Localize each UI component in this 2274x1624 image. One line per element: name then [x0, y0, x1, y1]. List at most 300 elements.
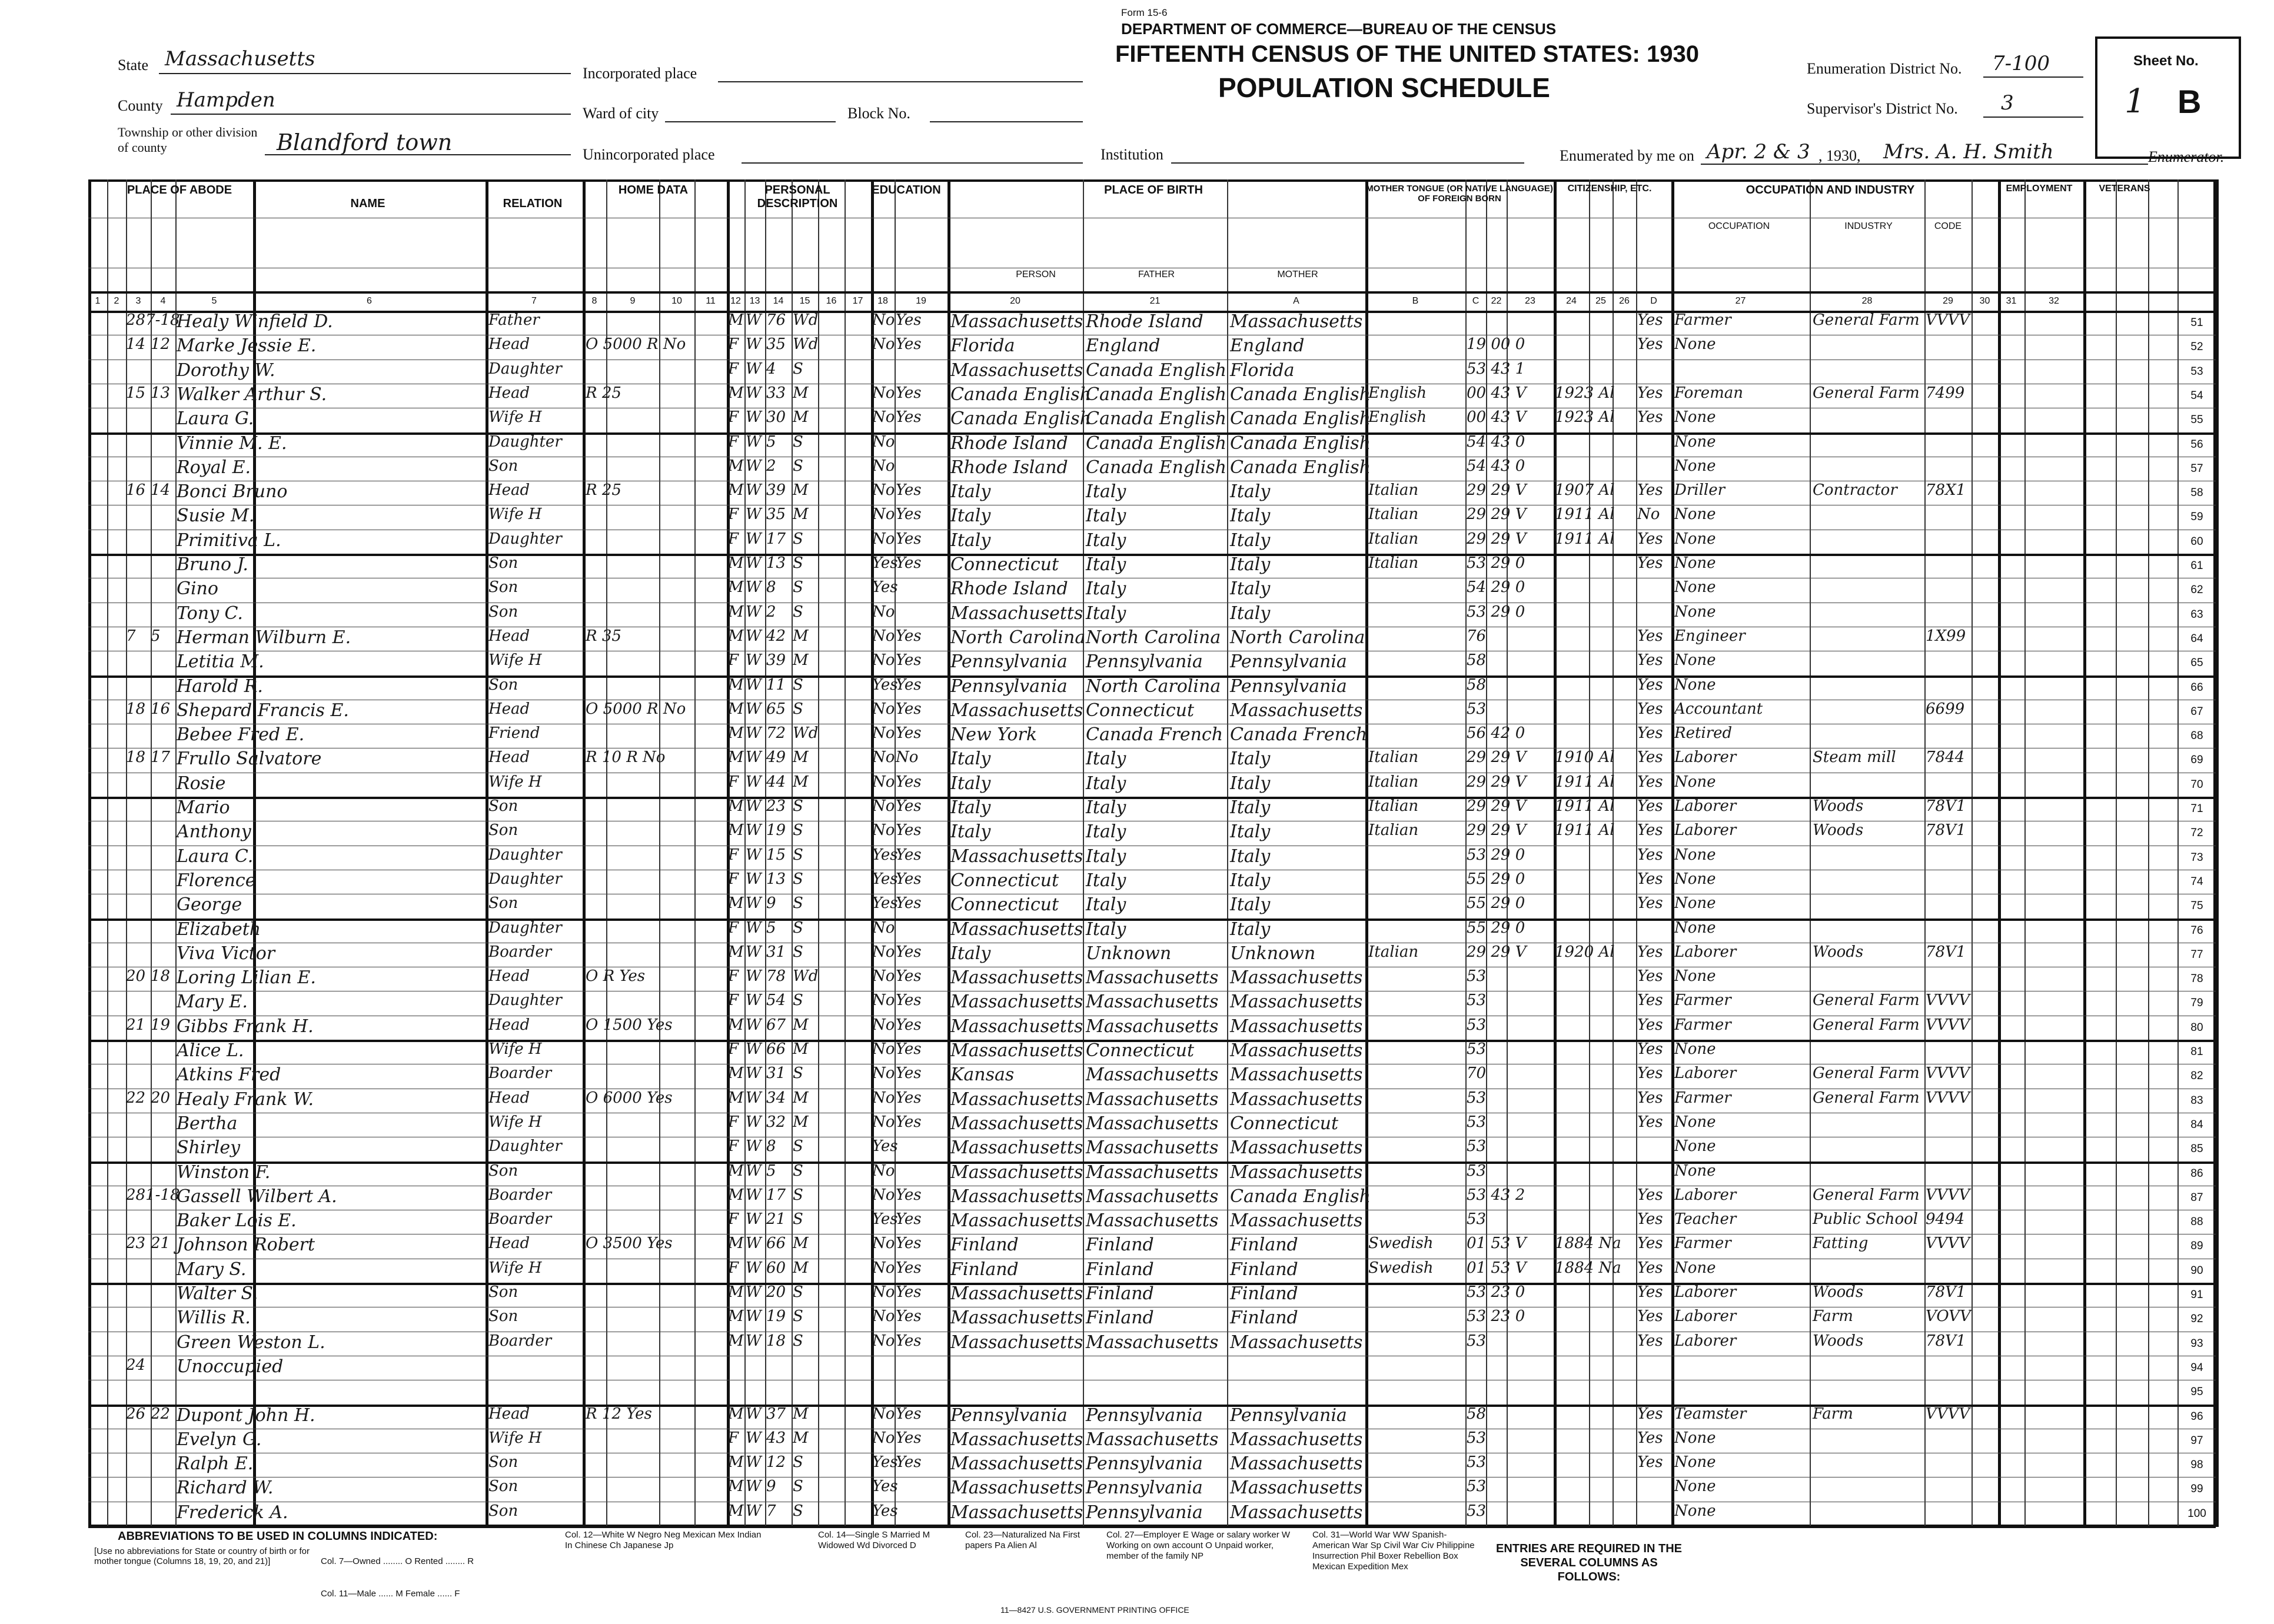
- cell-mar: S: [793, 603, 803, 621]
- cell-eng: Yes: [1637, 1332, 1663, 1350]
- cell-read: Yes: [896, 1064, 922, 1083]
- cell-age: 67: [766, 1016, 786, 1034]
- cell-code: 53: [1467, 1162, 1487, 1180]
- cell-occ: Teamster: [1674, 1405, 1747, 1423]
- cell-code: 01 53 V: [1467, 1234, 1527, 1253]
- cell-rel: Son: [488, 1162, 518, 1180]
- line-number: 57: [2190, 462, 2203, 475]
- cell-mbp: Massachusetts: [1230, 991, 1363, 1013]
- cell-mar: S: [793, 821, 803, 840]
- cell-tongue: English: [1368, 408, 1427, 427]
- cell-age: 21: [766, 1210, 786, 1229]
- cell-mar: M: [793, 408, 809, 427]
- cell-sex: F: [728, 1040, 739, 1058]
- cell-code: 54 43 0: [1467, 432, 1525, 451]
- cell-race: W: [746, 311, 762, 329]
- cell-sch: Yes: [872, 870, 898, 888]
- cell-tongue: Italian: [1368, 554, 1419, 572]
- column-divider: [2116, 179, 2117, 1527]
- cell-sex: F: [728, 773, 739, 791]
- cell-sch: No: [872, 1162, 895, 1180]
- abbrev-col14: Col. 14—Single S Married M Widowed Wd Divorced D: [818, 1530, 930, 1550]
- cell-rel: Son: [488, 1307, 518, 1326]
- column-divider: [659, 179, 660, 1527]
- cell-code: 58: [1467, 675, 1487, 694]
- cell-name: Rosie: [177, 773, 226, 794]
- cell-dw: 24: [126, 1356, 146, 1374]
- cell-read: Yes: [896, 651, 922, 670]
- cell-eng: Yes: [1637, 1210, 1663, 1229]
- cell-sch: No: [872, 1307, 895, 1326]
- cell-bp: Massachusetts: [950, 603, 1083, 624]
- cell-read: Yes: [896, 675, 922, 694]
- cell-mbp: Massachusetts: [1230, 1016, 1363, 1037]
- cell-ind: General Farm: [1813, 311, 1920, 329]
- column-divider: [1613, 179, 1614, 1527]
- line-number: 63: [2190, 608, 2203, 621]
- cell-mar: S: [793, 1502, 803, 1520]
- cell-mbp: Italy: [1230, 773, 1271, 794]
- cell-tongue: Swedish: [1368, 1234, 1434, 1253]
- cell-sex: M: [728, 1405, 744, 1423]
- cell-race: W: [746, 335, 762, 354]
- cell-eng: Yes: [1637, 1234, 1663, 1253]
- group-place-of-birth: PLACE OF BIRTH: [1104, 184, 1203, 197]
- cell-sch: No: [872, 505, 895, 524]
- cell-ocode: VVVV: [1926, 1064, 1970, 1083]
- cell-fbp: Pennsylvania: [1086, 1477, 1203, 1499]
- cell-ind: General Farm: [1813, 1064, 1920, 1083]
- line-number: 61: [2190, 560, 2203, 572]
- cell-occ: None: [1674, 1113, 1716, 1131]
- cell-rel: Head: [488, 335, 530, 354]
- cell-bp: Italy: [950, 821, 991, 843]
- line-number: 91: [2190, 1289, 2203, 1301]
- state-label: State: [118, 56, 148, 74]
- schedule-title: POPULATION SCHEDULE: [1218, 72, 1550, 103]
- cell-code: 70: [1467, 1064, 1487, 1083]
- unincorporated-label: Unincorporated place: [583, 146, 715, 163]
- cell-bp: Massachusetts: [950, 360, 1083, 381]
- column-number: D: [1650, 296, 1657, 306]
- cell-ind: Steam mill: [1813, 748, 1896, 767]
- column-number: 18: [877, 296, 888, 306]
- cell-fbp: Finland: [1086, 1283, 1154, 1304]
- cell-fbp: Massachusetts: [1086, 991, 1219, 1013]
- cell-bp: Massachusetts: [950, 1502, 1083, 1523]
- cell-eng: Yes: [1637, 773, 1663, 791]
- cell-read: Yes: [896, 1089, 922, 1107]
- column-number: A: [1293, 296, 1299, 306]
- cell-ocode: 78X1: [1926, 481, 1966, 500]
- cell-name: Bertha: [177, 1113, 238, 1134]
- cell-bp: Massachusetts: [950, 1307, 1083, 1329]
- entries-title: ENTRIES ARE REQUIRED IN THE SEVERAL COLUMNS AS FOLLOWS:: [1496, 1542, 1682, 1583]
- cell-occ: None: [1674, 870, 1716, 888]
- cell-age: 35: [766, 335, 786, 354]
- cell-mar: M: [793, 1259, 809, 1277]
- cell-cit: 1923 Al: [1555, 408, 1615, 427]
- cell-rel: Son: [488, 821, 518, 840]
- cell-sch: No: [872, 311, 895, 329]
- cell-rel: Wife H: [488, 1040, 542, 1058]
- cell-eng: Yes: [1637, 991, 1663, 1010]
- cell-race: W: [746, 1453, 762, 1472]
- cell-name: Dupont John H.: [177, 1405, 315, 1426]
- township-label: Township or other division of county: [118, 125, 258, 155]
- cell-mbp: Massachusetts: [1230, 1162, 1363, 1183]
- cell-fbp: Italy: [1086, 846, 1126, 867]
- cell-sex: F: [728, 919, 739, 937]
- cell-race: W: [746, 384, 762, 402]
- cell-code: 29 29 V: [1467, 505, 1527, 524]
- cell-read: Yes: [896, 1332, 922, 1350]
- cell-tongue: Italian: [1368, 821, 1419, 840]
- cell-age: 5: [766, 1162, 776, 1180]
- cell-read: Yes: [896, 481, 922, 500]
- cell-fbp: Italy: [1086, 773, 1126, 794]
- cell-sex: F: [728, 530, 739, 548]
- cell-age: 76: [766, 311, 786, 329]
- cell-read: Yes: [896, 554, 922, 572]
- cell-mar: S: [793, 700, 803, 718]
- cell-mbp: North Carolina: [1230, 627, 1365, 648]
- cell-fbp: North Carolina: [1086, 675, 1221, 697]
- cell-age: 9: [766, 1477, 776, 1496]
- cell-race: W: [746, 1113, 762, 1131]
- cell-home: O 5000 R No: [586, 335, 686, 354]
- cell-rel: Wife H: [488, 1429, 542, 1447]
- cell-occ: Teacher: [1674, 1210, 1737, 1229]
- cell-bp: Italy: [950, 530, 991, 551]
- cell-mbp: Unknown: [1230, 943, 1316, 964]
- cell-tongue: English: [1368, 384, 1427, 402]
- cell-rel: Son: [488, 1477, 518, 1496]
- cell-race: W: [746, 773, 762, 791]
- column-number: 19: [916, 296, 926, 306]
- cell-name: Willis R.: [177, 1307, 251, 1329]
- cell-occ: Farmer: [1674, 1016, 1731, 1034]
- column-number: 2: [114, 296, 119, 306]
- cell-age: 43: [766, 1429, 786, 1447]
- cell-name: Johnson Robert: [177, 1234, 315, 1256]
- cell-code: 53 23 0: [1467, 1283, 1525, 1301]
- cell-cit: 1911 Al: [1555, 821, 1615, 840]
- cell-mar: M: [793, 1234, 809, 1253]
- cell-occ: Farmer: [1674, 1234, 1731, 1253]
- column-number: 17: [852, 296, 863, 306]
- cell-sch: No: [872, 991, 895, 1010]
- cell-ocode: VVVV: [1926, 311, 1970, 329]
- cell-ocode: VOVV: [1926, 1307, 1971, 1326]
- enum-district-label: Enumeration District No.: [1807, 60, 1962, 77]
- line-number: 70: [2190, 778, 2203, 791]
- line-number: 80: [2190, 1021, 2203, 1034]
- cell-fbp: Massachusetts: [1086, 1137, 1219, 1159]
- cell-fam: 5: [151, 627, 161, 645]
- cell-rel: Daughter: [488, 846, 562, 864]
- cell-mar: S: [793, 530, 803, 548]
- cell-name: Healy Winfield D.: [177, 311, 333, 332]
- cell-read: Yes: [896, 1113, 922, 1131]
- cell-eng: Yes: [1637, 724, 1663, 743]
- cell-name: George: [177, 894, 242, 916]
- cell-rel: Head: [488, 627, 530, 645]
- cell-read: Yes: [896, 505, 922, 524]
- cell-bp: North Carolina: [950, 627, 1086, 648]
- cell-read: Yes: [896, 797, 922, 815]
- cell-mar: S: [793, 1453, 803, 1472]
- cell-mbp: Finland: [1230, 1283, 1298, 1304]
- column-divider: [2024, 179, 2026, 1527]
- cell-mbp: Canada English: [1230, 408, 1371, 430]
- cell-race: W: [746, 530, 762, 548]
- cell-occ: None: [1674, 408, 1716, 427]
- cell-ind: Woods: [1813, 797, 1864, 815]
- cell-fbp: Massachusetts: [1086, 1064, 1219, 1086]
- column-number: 11: [706, 296, 716, 306]
- cell-code: 29 29 V: [1467, 530, 1527, 548]
- cell-age: 49: [766, 748, 786, 767]
- cell-mar: S: [793, 846, 803, 864]
- cell-mar: M: [793, 748, 809, 767]
- cell-bp: Massachusetts: [950, 991, 1083, 1013]
- cell-rel: Head: [488, 700, 530, 718]
- line-number: 85: [2190, 1143, 2203, 1156]
- cell-tongue: Italian: [1368, 797, 1419, 815]
- cell-tongue: Italian: [1368, 943, 1419, 961]
- cell-eng: Yes: [1637, 1040, 1663, 1058]
- cell-fbp: Canada English: [1086, 457, 1227, 478]
- cell-bp: Massachusetts: [950, 1429, 1083, 1450]
- line-number: 62: [2190, 584, 2203, 597]
- cell-fbp: Massachusetts: [1086, 1162, 1219, 1183]
- cell-tongue: Italian: [1368, 481, 1419, 500]
- cell-code: 55 29 0: [1467, 894, 1525, 913]
- cell-cit: 1884 Na: [1555, 1259, 1621, 1277]
- abbrev-col27: Col. 27—Employer E Wage or salary worker W Working on own account O Unpaid worker, member of the family NP: [1106, 1530, 1291, 1561]
- cell-name: Atkins Fred: [177, 1064, 281, 1086]
- cell-code: 76: [1467, 627, 1487, 645]
- cell-cit: 1911 Al: [1555, 505, 1615, 524]
- cell-code: 53 23 0: [1467, 1307, 1525, 1326]
- cell-cit: 1911 Al: [1555, 773, 1615, 791]
- cell-age: 19: [766, 1307, 786, 1326]
- cell-bp: Connecticut: [950, 894, 1059, 916]
- cell-rel: Son: [488, 457, 518, 475]
- cell-home: R 25: [586, 384, 621, 402]
- cell-age: 17: [766, 1186, 786, 1204]
- cell-code: 53: [1467, 967, 1487, 986]
- cell-fbp: Canada English: [1086, 432, 1227, 454]
- line-number: 83: [2190, 1094, 2203, 1107]
- cell-rel: Daughter: [488, 991, 562, 1010]
- cell-mbp: Florida: [1230, 360, 1295, 381]
- cell-code: 53: [1467, 1453, 1487, 1472]
- cell-read: No: [896, 748, 919, 767]
- cell-sex: M: [728, 1186, 744, 1204]
- enumerator-label: Enumerator.: [2148, 148, 2225, 165]
- cell-rel: Daughter: [488, 530, 562, 548]
- abbrev-note: [Use no abbreviations for State or country of birth or for mother tongue (Columns 18, 19, 20, and 21)]: [94, 1546, 310, 1566]
- cell-code: 53: [1467, 1429, 1487, 1447]
- cell-eng: Yes: [1637, 1453, 1663, 1472]
- cell-sex: M: [728, 1332, 744, 1350]
- cell-sex: F: [728, 991, 739, 1010]
- cell-race: W: [746, 991, 762, 1010]
- cell-name: Shirley: [177, 1137, 241, 1159]
- head-father: FATHER: [1138, 269, 1175, 279]
- column-divider: [2216, 179, 2219, 1527]
- cell-rel: Son: [488, 1283, 518, 1301]
- line-number: 64: [2190, 632, 2203, 645]
- cell-race: W: [746, 505, 762, 524]
- cell-mbp: Canada English: [1230, 1186, 1371, 1207]
- cell-mar: S: [793, 1210, 803, 1229]
- cell-race: W: [746, 1405, 762, 1423]
- cell-bp: Massachusetts: [950, 919, 1083, 940]
- cell-sex: M: [728, 821, 744, 840]
- cell-age: 54: [766, 991, 786, 1010]
- cell-name: Tony C.: [177, 603, 243, 624]
- cell-race: W: [746, 1259, 762, 1277]
- cell-name: Frullo Salvatore: [177, 748, 322, 770]
- line-number: 99: [2190, 1483, 2203, 1496]
- head-person: PERSON: [1016, 269, 1056, 279]
- cell-sch: No: [872, 1186, 895, 1204]
- cell-name: Richard W.: [177, 1477, 274, 1499]
- group-veterans: VETERANS: [2099, 184, 2150, 194]
- cell-eng: Yes: [1637, 530, 1663, 548]
- cell-code: 53: [1467, 1089, 1487, 1107]
- cell-mbp: Finland: [1230, 1259, 1298, 1280]
- cell-read: Yes: [896, 1429, 922, 1447]
- cell-home: R 10 R No: [586, 748, 666, 767]
- cell-bp: Connecticut: [950, 554, 1059, 575]
- abbrev-col23: Col. 23—Naturalized Na First papers Pa Alien Al: [965, 1530, 1081, 1550]
- cell-age: 65: [766, 700, 786, 718]
- cell-code: 58: [1467, 651, 1487, 670]
- cell-mar: M: [793, 505, 809, 524]
- cell-race: W: [746, 481, 762, 500]
- enumerated-date: Apr. 2 & 3: [1707, 140, 1810, 164]
- cell-age: 31: [766, 1064, 786, 1083]
- cell-occ: None: [1674, 530, 1716, 548]
- cell-code: 53: [1467, 991, 1487, 1010]
- cell-rel: Son: [488, 554, 518, 572]
- cell-mbp: Italy: [1230, 748, 1271, 770]
- column-number: 30: [1979, 296, 1990, 306]
- cell-sch: No: [872, 1234, 895, 1253]
- cell-occ: None: [1674, 457, 1716, 475]
- cell-bp: Finland: [950, 1259, 1019, 1280]
- cell-mar: S: [793, 1162, 803, 1180]
- cell-ocode: VVVV: [1926, 1016, 1970, 1034]
- cell-bp: Massachusetts: [950, 1113, 1083, 1134]
- cell-occ: Laborer: [1674, 821, 1737, 840]
- cell-sex: F: [728, 967, 739, 986]
- cell-dw: 15: [126, 384, 146, 402]
- cell-mar: Wd: [793, 335, 819, 354]
- cell-eng: Yes: [1637, 651, 1663, 670]
- column-divider: [1810, 179, 1811, 1527]
- cell-eng: Yes: [1637, 627, 1663, 645]
- line-number: 72: [2190, 827, 2203, 840]
- cell-name: Ralph E.: [177, 1453, 254, 1475]
- cell-age: 39: [766, 651, 786, 670]
- cell-rel: Son: [488, 578, 518, 597]
- department-label: DEPARTMENT OF COMMERCE—BUREAU OF THE CENSUS: [1121, 20, 1557, 38]
- cell-mbp: Italy: [1230, 578, 1271, 600]
- cell-mar: M: [793, 1429, 809, 1447]
- cell-fbp: Massachusetts: [1086, 967, 1219, 989]
- cell-race: W: [746, 1137, 762, 1156]
- line-number: 67: [2190, 705, 2203, 718]
- line-number: 58: [2190, 487, 2203, 500]
- cell-read: Yes: [896, 530, 922, 548]
- cell-mbp: Canada French: [1230, 724, 1368, 746]
- cell-mbp: Italy: [1230, 870, 1271, 891]
- cell-occ: Laborer: [1674, 1332, 1737, 1350]
- cell-sex: M: [728, 554, 744, 572]
- cell-sex: M: [728, 578, 744, 597]
- cell-rel: Daughter: [488, 432, 562, 451]
- cell-age: 37: [766, 1405, 786, 1423]
- cell-occ: Farmer: [1674, 311, 1731, 329]
- cell-ocode: 1X99: [1926, 627, 1966, 645]
- cell-code: 53 29 0: [1467, 554, 1525, 572]
- abbrev-col11: Col. 11—Male ...... M Female ...... F: [321, 1589, 460, 1599]
- cell-age: 9: [766, 894, 776, 913]
- cell-dw: 22: [126, 1089, 146, 1107]
- column-divider: [2148, 179, 2149, 1527]
- column-divider: [1365, 179, 1368, 1527]
- cell-sch: No: [872, 1064, 895, 1083]
- cell-fbp: Pennsylvania: [1086, 1502, 1203, 1523]
- column-divider: [606, 179, 607, 1527]
- cell-bp: New York: [950, 724, 1037, 746]
- cell-mbp: Canada English: [1230, 432, 1371, 454]
- cell-name: Letitia M.: [177, 651, 264, 673]
- cell-occ: Foreman: [1674, 384, 1743, 402]
- group-citizenship: CITIZENSHIP, ETC.: [1567, 184, 1652, 194]
- head-industry: INDUSTRY: [1844, 221, 1893, 231]
- cell-occ: None: [1674, 773, 1716, 791]
- cell-name: Shepard Francis E.: [177, 700, 349, 721]
- cell-read: Yes: [896, 627, 922, 645]
- cell-occ: None: [1674, 603, 1716, 621]
- cell-rel: Son: [488, 1453, 518, 1472]
- cell-mar: S: [793, 870, 803, 888]
- cell-age: 7: [766, 1502, 776, 1520]
- cell-sch: No: [872, 530, 895, 548]
- line-number: 77: [2190, 948, 2203, 961]
- cell-ind: Public School: [1813, 1210, 1919, 1229]
- cell-read: Yes: [896, 700, 922, 718]
- cell-eng: Yes: [1637, 1064, 1663, 1083]
- cell-fbp: Pennsylvania: [1086, 1405, 1203, 1426]
- cell-dw: 16: [126, 481, 146, 500]
- cell-dw: 281-18: [126, 1186, 180, 1204]
- column-divider: [694, 179, 696, 1527]
- cell-race: W: [746, 457, 762, 475]
- cell-eng: Yes: [1637, 1186, 1663, 1204]
- cell-ocode: 7844: [1926, 748, 1965, 767]
- cell-name: Walker Arthur S.: [177, 384, 327, 405]
- cell-sch: No: [872, 748, 895, 767]
- cell-sch: No: [872, 773, 895, 791]
- column-number: 8: [591, 296, 597, 306]
